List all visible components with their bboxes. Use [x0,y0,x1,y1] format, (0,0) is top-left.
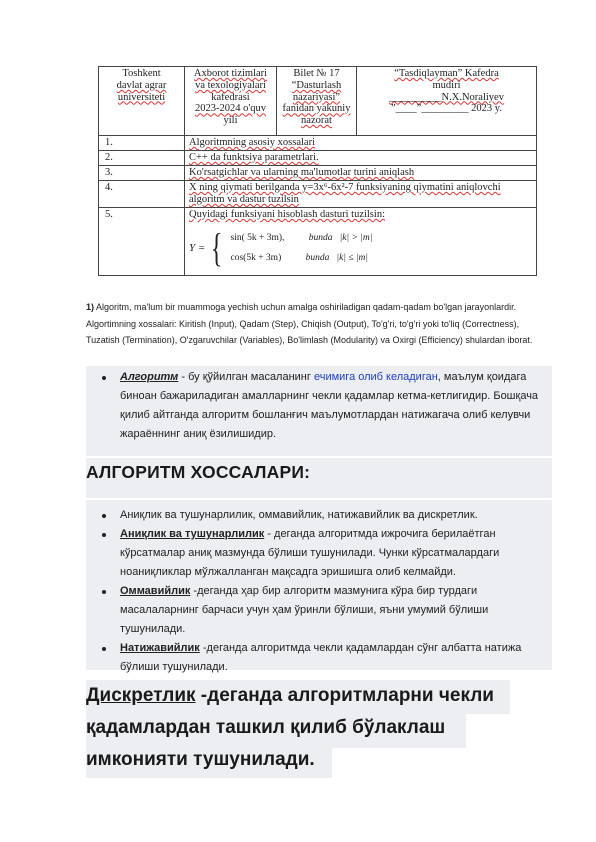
list-item [86,506,552,525]
subject-line: nazorat [301,115,332,126]
list-item [86,582,552,639]
ticket-table [98,66,537,276]
case-condition: |k| > |m| [339,232,373,243]
formula-cases [231,228,373,268]
property-text: -деганда алгоритмда чекли қадамлардан сўнг албатта натижа бўлиши тушунилади. [120,642,522,673]
approval-line: “Tasdiqlayman” Kafedra [394,68,499,79]
subject-line: fanidan yakuniy [282,103,351,115]
question-row [99,181,537,208]
case-condition: |k| ≤ |m| [336,252,368,263]
question-text: X ning qiymati berilganda y=3x⁶-6x²-7 funksiyaning qiymatini aniqlovchi algoritm va dastur tuzilsin [185,181,537,208]
list-item [86,639,552,677]
formula-case [231,228,373,248]
question-text: Ko'rsatgichlar va ularning ma'lumotlar turini aniqlash [185,166,537,181]
department-line: yili [223,115,238,126]
question-row [99,136,537,151]
definition-list [86,368,552,444]
property-term: Аниқлик ва тушунарлилик [120,528,265,540]
bullet-icon [102,590,106,594]
subject-line: “Dasturlash [291,79,342,91]
list-item [86,368,552,444]
question-number: 3. [99,166,185,181]
case-expression: sin( 5k + 3m), [230,232,285,243]
definition-text: - бу қўйилган масаланинг [178,371,314,383]
property-term: Оммавийлик [120,585,191,597]
definition-link[interactable]: ечимига олиб келадиган [313,371,438,383]
approval-cell [357,67,537,136]
department-line: va texologiyalari [195,79,266,91]
ticket-header-row [99,67,537,136]
definition-term: Алгоритм [120,371,179,383]
department-cell [185,67,277,136]
department-line: Axborot tizimlari [193,68,268,79]
question-text: Quyidagi funksiyani hisoblash dasturi tuzilsin: [189,209,385,221]
piecewise-formula [189,223,532,273]
question-number: 2. [99,151,185,166]
department-line: 2023-2024 o'quv [194,103,266,115]
approval-line: ”____”_________ 2023 y. [390,103,502,115]
university-line: davlat agrar [116,79,167,91]
discreteness-term: Дискретлик [86,685,196,706]
university-line: Toshkent [122,68,161,79]
property-text: - деганда алгоритмда ижрочига берилаётган кўрсатмалар аниқ мазмунда бўлиши тушунилади. Чунки кўрсатмалардаги ноаниқликлар мўлжалланган мақсадга эришишга олиб келмайди. [120,528,500,578]
question-text: C++ da funktsiya parametrlari. [185,151,537,166]
question-number: 5. [99,208,185,276]
subject-line: nazariyasi” [292,91,341,103]
intro-number: 1) [86,302,95,312]
bullet-icon [102,533,106,537]
university-cell [99,67,185,136]
properties-heading: АЛГОРИТМ ХОССАЛАРИ: [86,462,311,482]
case-word: bunda [305,252,330,263]
bullet-icon [102,647,106,651]
question-cell [185,208,537,276]
discreteness-text: -деганда алгоритмларни чекли қадамлардан ташкил қилиб бўлаклаш имконияти тушунилади. [86,685,494,770]
discreteness-statement [86,680,526,776]
approval-line: mudiri [432,79,461,91]
list-item [86,525,552,582]
case-expression: cos(5k + 3m) [230,252,282,263]
question-number: 4. [99,181,185,208]
formula-case [231,248,373,268]
case-word: bunda [308,232,333,243]
formula-lhs: Y = [189,241,206,254]
intro-paragraph [86,299,546,349]
approval-line: __________N.X.Noraliyev [389,91,504,103]
intro-text: Algoritm, ma'lum bir muammoga yechish uchun amalga oshiriladigan qadam-qadam bo'lgan jarayonlardir. Algortimning xossalari: Kiritish (Input), Qadam (Step), Chiqish (Output), To'g'ri, to'g'ri yoki to'liq (Correctness), Tuzatish (Termination), O'zgaruvchilar (Variables), Bo'limlash (Modularity) va Oxirgi (Efficiency) shulardan iborat. [86,302,533,345]
question-row [99,151,537,166]
bullet-icon [102,514,106,518]
university-line: universiteti [117,91,166,103]
property-term: Натижавийлик [120,642,200,654]
question-row [99,166,537,181]
question-number: 1. [99,136,185,151]
definition-text: , маълум қоидага биноан бажариладиган амалларнинг чекли қадамлар кетма-кетлигидир. Бошқача қилиб айтганда алгоритм бошланғич маълумотлардан натижагача олиб келувчи жараённинг аниқ ёзилишидир. [120,371,539,440]
bullet-icon [102,376,106,380]
property-text: -деганда ҳар бир алгоритм мазмунига кўра бир турдаги масалаларнинг барчаси учун ҳам ўринли бўлиши, яъни умумий бўлиши тушунилади. [120,585,489,635]
ticket-subject-cell [277,67,357,136]
brace-icon: { [211,224,223,270]
ticket-number: Bilet № 17 [293,68,340,79]
department-line: kafedrasi [211,91,250,103]
properties-summary: Аниқлик ва тушунарлилик, оммавийлик, натижавийлик ва дискретлик. [120,509,478,521]
question-text: Algoritmning asosiy xossalari [185,136,537,151]
question-row [99,208,537,276]
properties-list [86,506,552,677]
